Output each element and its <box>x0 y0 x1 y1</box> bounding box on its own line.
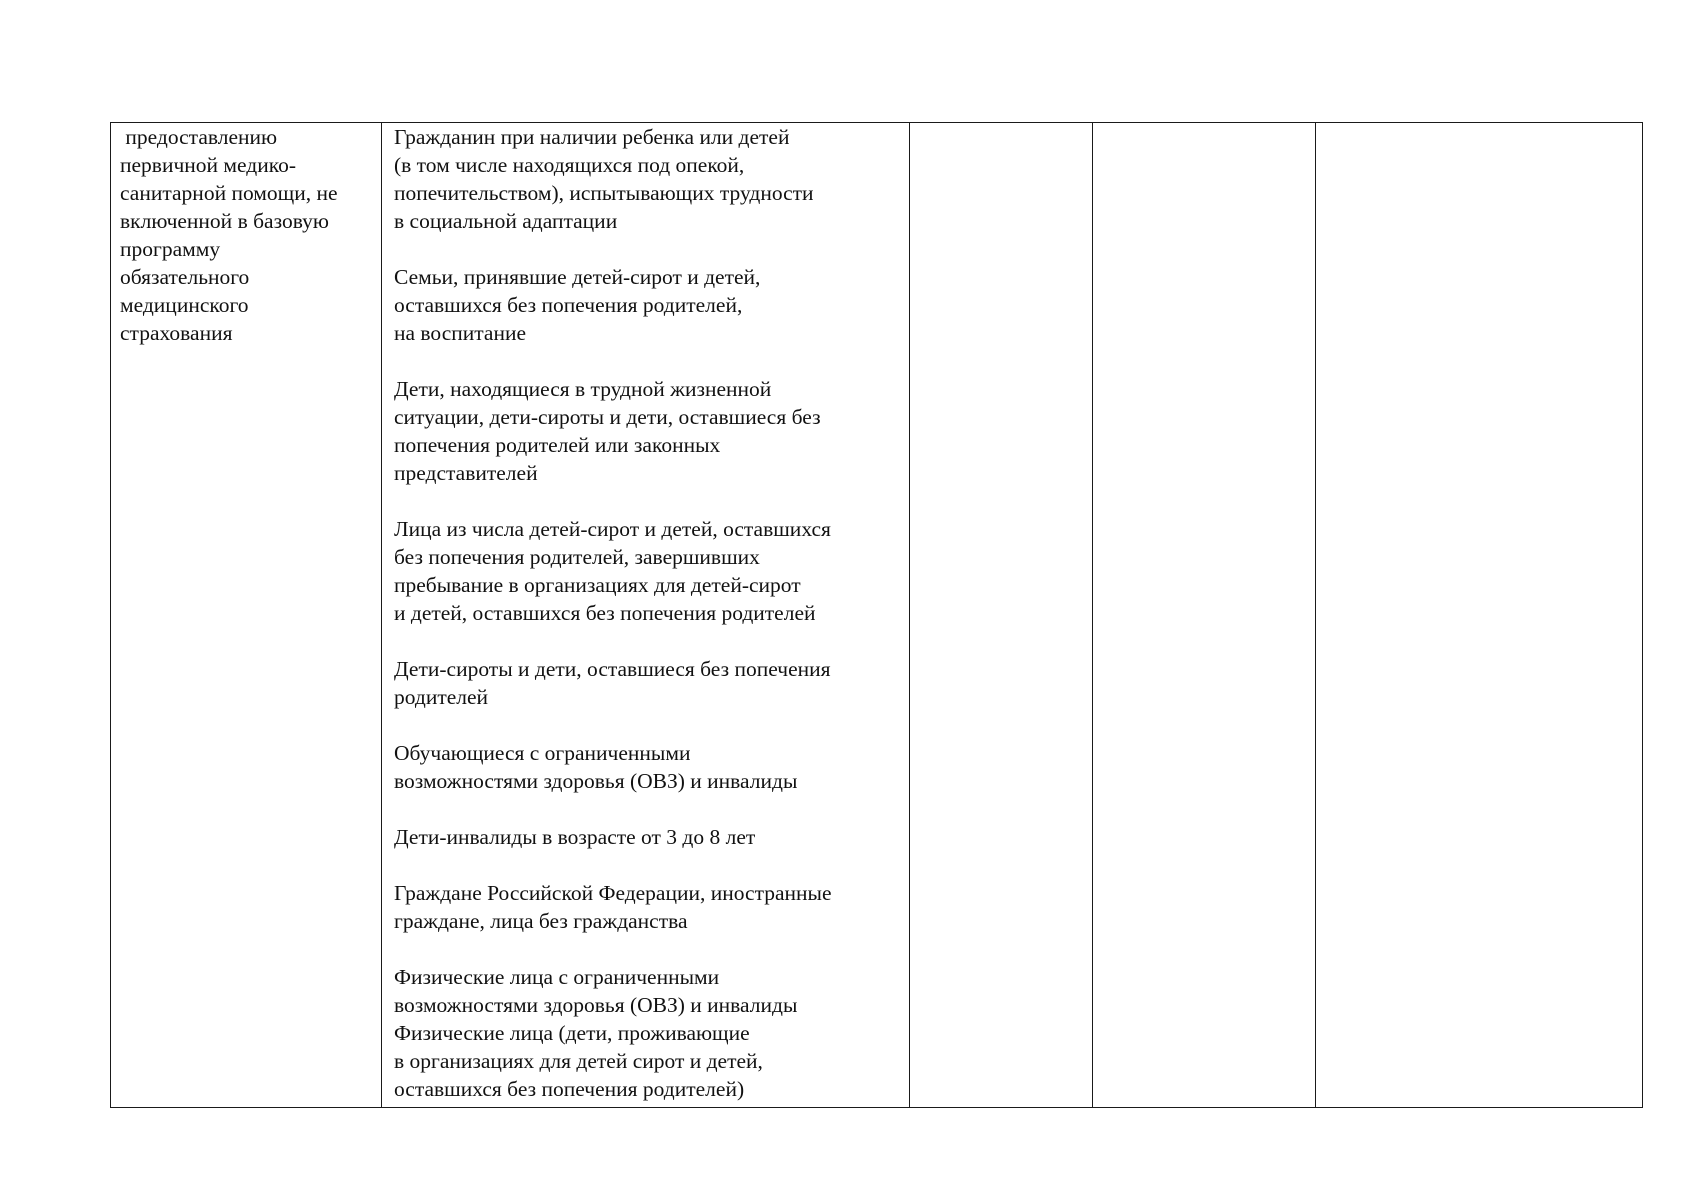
empty-cell-5 <box>1316 123 1643 1108</box>
category-item: Лица из числа детей-сирот и детей, оставшихся без попечения родителей, завершивших пребывание в организациях для детей-сирот и детей, оставшихся без попечения родителей <box>394 517 831 625</box>
table-row <box>111 123 1643 1108</box>
service-description: предоставлению первичной медико- санитарной помощи, не включенной в базовую программу обязательного медицинского страхования <box>120 125 338 345</box>
category-item: Дети-сироты и дети, оставшиеся без попечения родителей <box>394 657 831 709</box>
services-table <box>110 122 1643 1108</box>
empty-cell-3 <box>910 123 1093 1108</box>
category-item: Дети, находящиеся в трудной жизненной ситуации, дети-сироты и дети, оставшиеся без попечения родителей или законных представителей <box>394 377 821 485</box>
category-item: Дети-инвалиды в возрасте от 3 до 8 лет <box>394 825 756 849</box>
service-cell <box>111 123 382 1108</box>
empty-cell-4 <box>1093 123 1316 1108</box>
category-item: Физические лица с ограниченными возможностями здоровья (ОВЗ) и инвалиды Физические лица (дети, проживающие в организациях для детей сирот и детей, оставшихся без попечения родителей) <box>394 965 798 1101</box>
recipient-categories-list <box>382 123 909 1103</box>
category-item: Граждане Российской Федерации, иностранные граждане, лица без гражданства <box>394 881 832 933</box>
recipient-categories-cell <box>382 123 910 1108</box>
category-item: Обучающиеся с ограниченными возможностями здоровья (ОВЗ) и инвалиды <box>394 741 798 793</box>
category-item: Гражданин при наличии ребенка или детей (в том числе находящихся под опекой, попечительством), испытывающих трудности в социальной адаптации <box>394 125 814 233</box>
category-item: Семьи, принявшие детей-сирот и детей, оставшихся без попечения родителей, на воспитание <box>394 265 761 345</box>
